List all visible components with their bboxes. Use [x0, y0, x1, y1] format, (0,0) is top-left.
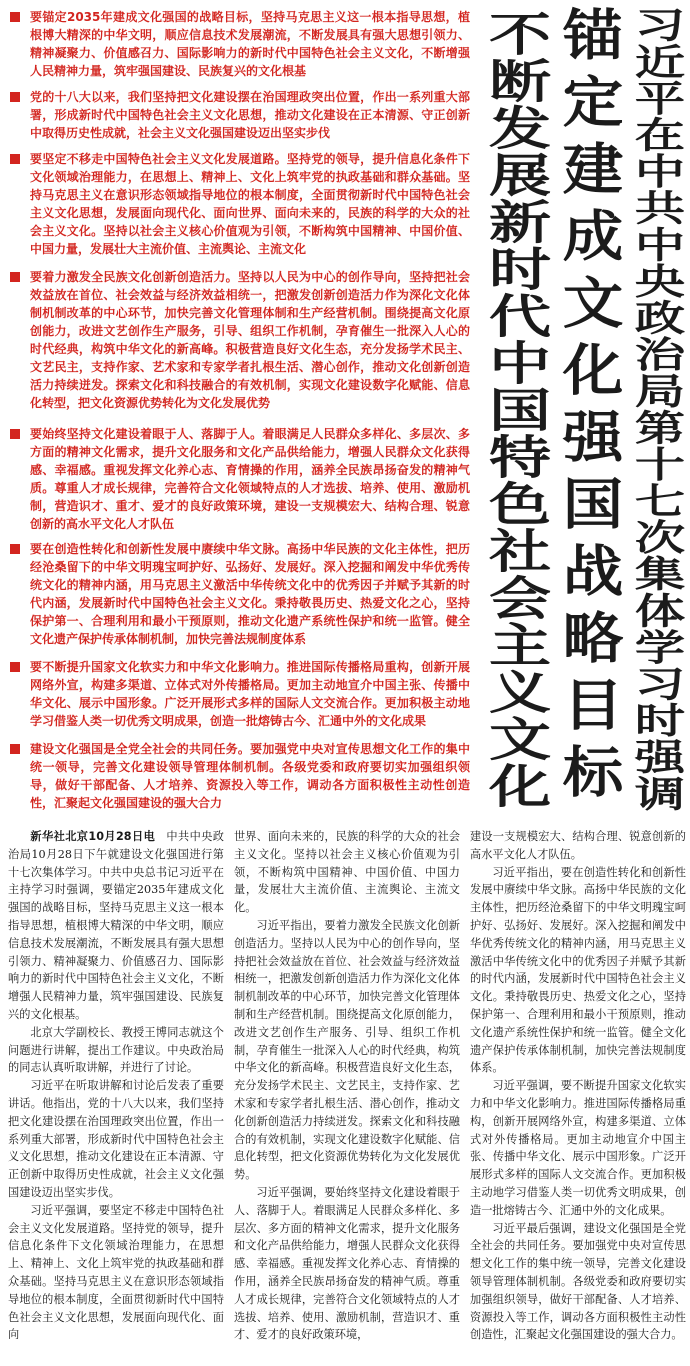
article-paragraph-continued: 建设一支规模宏大、结构合理、锐意创新的高水平文化人才队伍。 — [470, 830, 686, 861]
paragraph-text: 中共中央政治局10月28日下午就建设文化强国进行第十七次集体学习。中共中央总书记习近平在主持学习时强调，要锚定2035年建成文化强国的战略目标，坚持马克思主义这一根本指导思想，植根博大精深的中华文明，顺应信息技术发展潮流，不断发展具有强大思想引领力、精神凝聚力、价值感召力、国际影响力的新时代中国特色社会主义文化，不断增强人民精神力量，筑牢强国建设、民族复兴的文化根基。 — [8, 830, 224, 1021]
highlight-text: 要始终坚持文化建设着眼于人、落脚于人。着眼满足人民群众多样化、多层次、多方面的精神文化需求，提升文化服务和文化产品供给能力，增强人民群众文化获得感、幸福感。重视发挥文化养心志、育情操的作用，涵养全民族昂扬奋发的精神气质。尊重人才成长规律，完善符合文化领域特点的人才选拔、培养、使用、激励机制，营造识才、重才、爱才的良好政策环境，建设一支规模宏大、结构合理、锐意创新的高水平文化人才队伍 — [30, 427, 470, 531]
highlight-text: 要坚定不移走中国特色社会主义文化发展道路。坚持党的领导，提升信息化条件下文化领域治理能力，在思想上、精神上、文化上筑牢党的执政基础和群众基础。坚持马克思主义在意识形态领域指导地位的根本制度，全面贯彻新时代中国特色社会主义文化思想，发展面向现代化、面向世界、面向未来的，民族的科学的大众的社会主义文化。坚持以社会主义核心价值观为引领，不断构筑中国精神、中国价值、中国力量，发展壮大主流价值、主流舆论、主流文化 — [30, 152, 470, 256]
article-paragraph: 北京大学副校长、教授王博同志就这个问题进行讲解，提出工作建议。中央政治局的同志认真听取讲解，并进行了讨论。 — [8, 1025, 224, 1075]
article-paragraph: 习近平指出，要在创造性转化和创新性发展中赓续中华文脉。高扬中华民族的文化主体性，把历经沧桑留下的中华文明瑰宝呵护好、弘扬好、发展好。深入挖掘和阐发中华优秀传统文化的精神内涵，用马克思主义激活中华传统文化中的优秀因子并赋予其新的时代内涵，发展新时代中国特色社会主义文化。秉持敬畏历史、热爱文化之心，坚持保护第一、合理利用和最小干预原则，推动文化遗产系统性保护和统一监管。健全文化遗产保护传承体制机制，加快完善法规制度体系。 — [470, 865, 686, 1075]
bullet-square-icon — [10, 662, 20, 672]
highlight-text: 党的十八大以来，我们坚持把文化建设摆在治国理政突出位置，作出一系列重大部署，形成新时代中国特色社会主义文化思想，推动文化建设在正本清源、守正创新中取得历史性成就，社会主义文化强国建设迈出坚实步伐 — [30, 90, 470, 140]
bullet-square-icon — [10, 429, 20, 439]
headline-title: 锚定建成文化强国战略目标 — [552, 6, 624, 810]
highlight-text: 要不断提升国家文化软实力和中华文化影响力。推进国际传播格局重构，创新开展网络外宣，构建多渠道、立体式对外传播格局。更加主动地宣介中国主张、传播中华文化、展示中国形象。广泛开展形式多样的国际人文交流合作。更加积极主动地学习借鉴人类一切优秀文明成果，创造一批熔铸古今、汇通中外的文化成果 — [30, 660, 470, 728]
highlight-item — [10, 8, 470, 80]
bullet-square-icon — [10, 272, 20, 282]
highlight-text: 建设文化强国是全党全社会的共同任务。要加强党中央对宣传思想文化工作的集中统一领导，完善文化建设领导管理体制机制。各级党委和政府要切实加强组织领导，做好干部配备、人才培养、资源投入等工作，调动各方面积极性主动性创造性，汇聚起文化强国建设的强大合力 — [30, 742, 470, 810]
highlight-item — [10, 268, 470, 412]
article-column-1 — [8, 828, 224, 1364]
article-paragraph: 习近平最后强调，建设文化强国是全党全社会的共同任务。要加强党中央对宣传思想文化工作的集中统一领导，完善文化建设领导管理体制机制。各级党委和政府要切实加强组织领导，做好干部配备、人才培养、资源投入等工作，调动各方面积极性主动性创造性，汇聚起文化强国建设的强大合力。 — [470, 1221, 686, 1342]
bullet-square-icon — [10, 92, 20, 102]
highlight-item — [10, 540, 470, 648]
highlight-item — [10, 150, 470, 258]
highlight-text: 要锚定2035年建成文化强国的战略目标，坚持马克思主义这一根本指导思想，植根博大精深的中华文明，顺应信息技术发展潮流，不断发展具有强大思想引领力、精神凝聚力、价值感召力、国际影响力的新时代中国特色社会主义文化，不断增强人民精神力量，筑牢强国建设、民族复兴的文化根基 — [30, 10, 470, 78]
highlight-text: 要在创造性转化和创新性发展中赓续中华文脉。高扬中华民族的文化主体性，把历经沧桑留下的中华文明瑰宝呵护好、弘扬好、发展好。深入挖掘和阐发中华优秀传统文化的精神内涵，用马克思主义激活中华传统文化中的优秀因子并赋予其新的时代内涵，发展新时代中国特色社会主义文化。秉持敬畏历史、热爱文化之心，坚持保护第一、合理利用和最小干预原则，推动文化遗产系统性保护和统一监管。健全文化遗产保护传承体制机制，加快完善法规制度体系 — [30, 542, 470, 646]
article-paragraph-continued: 世界、面向未来的，民族的科学的大众的社会主义文化。坚持以社会主义核心价值观为引领，不断构筑中国精神、中国价值、中国力量，发展壮大主流价值、主流舆论、主流文化。 — [234, 830, 460, 915]
article-column-3 — [470, 828, 686, 1364]
headline-kicker: 习近平在中共中央政治局第十七次集体学习时强调 — [627, 6, 685, 812]
bullet-square-icon — [10, 12, 20, 22]
highlight-item — [10, 88, 470, 142]
highlight-text: 要着力激发全民族文化创新创造活力。坚持以人民为中心的创作导向，坚持把社会效益放在首位、社会效益与经济效益相统一，把激发创新创造活力作为深化文化体制机制改革的中心环节，加快完善文化管理体制和生产经营机制。围绕提高文化原创能力，改进文艺创作生产服务，引导、组织工作机制，孕育催生一批深入人心的时代经典，构筑中华文化的新高峰。积极营造良好文化生态，充分发扬学术民主、文艺民主，支持作家、艺术家和专家学者扎根生活、潜心创作，推动文化创新创造活力持续迸发。探索文化和科技融合的有效机制，实现文化建设数字化赋能、信息化转型，把文化资源优势转化为文化发展优势 — [30, 270, 470, 410]
article-paragraph: 习近平强调，要坚定不移走中国特色社会主义文化发展道路。坚持党的领导，提升信息化条件下文化领域治理能力，在思想上、精神上、文化上筑牢党的执政基础和群众基础。坚持马克思主义在意识形态领域指导地位的根本制度，全面贯彻新时代中国特色社会主义文化思想，发展面向现代化、面向 — [8, 1203, 224, 1342]
article-paragraph: 习近平强调，要不断提升国家文化软实力和中华文化影响力。推进国际传播格局重构，创新开展网络外宣，构建多渠道、立体式对外传播格局。更加主动地宣介中国主张、传播中华文化、展示中国形象。广泛开展形式多样的国际人文交流合作。更加积极主动地学习借鉴人类一切优秀文明成果，创造一批熔铸古今、汇通中外的文化成果。 — [470, 1079, 686, 1217]
bullet-square-icon — [10, 544, 20, 554]
article-paragraph: 习近平在听取讲解和讨论后发表了重要讲话。他指出，党的十八大以来，我们坚持把文化建设摆在治国理政突出位置，作出一系列重大部署，形成新时代中国特色社会主义文化思想，推动文化建设在正本清源、守正创新中取得历史性成就，社会主义文化强国建设迈出坚实步伐。 — [8, 1079, 224, 1199]
article-paragraph — [8, 828, 224, 1024]
article-column-2 — [234, 828, 460, 1364]
highlight-item — [10, 740, 470, 812]
bullet-square-icon — [10, 154, 20, 164]
bullet-square-icon — [10, 744, 20, 754]
article-paragraph: 习近平强调，要始终坚持文化建设着眼于人、落脚于人。着眼满足人民群众多样化、多层次、多方面的精神文化需求，提升文化服务和文化产品供给能力，增强人民群众文化获得感、幸福感。重视发挥文化养心志、育情操的作用，涵养全民族昂扬奋发的精神气质。尊重人才成长规律，完善符合文化领域特点的人才选拔、培养、使用、激励机制，营造识才、重才、爱才的良好政策环境， — [234, 1185, 460, 1342]
dateline: 新华社北京10月28日电 — [30, 830, 156, 843]
highlight-item — [10, 425, 470, 533]
headline-subtitle: 不断发展新时代中国特色社会主义文化 — [479, 10, 553, 809]
highlight-item — [10, 658, 470, 730]
article-paragraph: 习近平指出，要着力激发全民族文化创新创造活力。坚持以人民为中心的创作导向，坚持把社会效益放在首位、社会效益与经济效益相统一，把激发创新创造活力作为深化文化体制机制改革的中心环节，加快完善文化管理体制和生产经营机制。围绕提高文化原创能力，改进文艺创作生产服务、引导、组织工作机制，孕育催生一批深入人心的时代经典，构筑中华文化的新高峰。积极营造良好文化生态，充分发扬学术民主、文艺民主，支持作家、艺术家和专家学者扎根生活、潜心创作，推动文化创新创造活力持续迸发。探索文化和科技融合的有效机制，实现文化建设数字化赋能、信息化转型，把文化资源优势转化为文化发展优势。 — [234, 918, 460, 1182]
